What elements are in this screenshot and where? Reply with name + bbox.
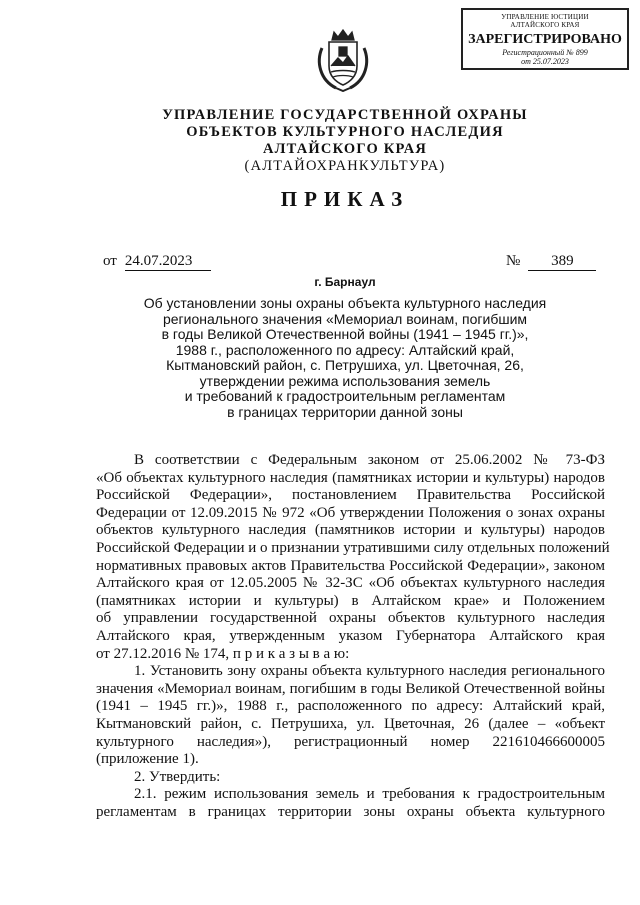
stamp-authority-line1: УПРАВЛЕНИЕ ЮСТИЦИИ: [501, 13, 589, 21]
item-2-1-paragraph: [96, 786, 605, 821]
order-date: 24.07.2023: [125, 253, 211, 271]
body-line: 1. Установить зону охраны объекта культурного наследия регионального: [134, 663, 605, 680]
item-1-paragraph: [96, 663, 605, 769]
city: г. Барнаул: [314, 275, 376, 289]
document-type: ПРИКАЗ: [280, 187, 410, 211]
authority-short-name: (АЛТАЙОХРАНКУЛЬТУРА): [244, 158, 446, 174]
stamp-reg-number: Регистрационный № 899: [502, 48, 588, 57]
subject-line: в годы Великой Отечественной войны (1941 – 1945 гг.)»,: [161, 326, 529, 342]
body-line: (памятниках истории и культуры) в Алтайском крае» и Положением: [96, 592, 605, 609]
body-line: 2. Утвердить:: [134, 768, 221, 785]
stamp-authority-line2: АЛТАЙСКОГО КРАЯ: [510, 21, 580, 29]
authority-line2: ОБЪЕКТОВ КУЛЬТУРНОГО НАСЛЕДИЯ: [186, 124, 504, 140]
body-line: Российской Федерации», постановлением Правительства Российской: [96, 487, 605, 504]
subject-line: 1988 г., расположенного по адресу: Алтайский край,: [175, 341, 515, 358]
body-line: регламентам в границах территории зоны охраны объекта культурного: [96, 803, 605, 820]
subject-line: утверждении режима использования земель: [199, 372, 491, 389]
subject-line: Об установлении зоны охраны объекта культурного наследия: [143, 295, 547, 311]
order-date-field: [103, 253, 211, 271]
item-2-paragraph: [96, 769, 605, 787]
body-line: культурного наследия»), регистрационный номер 221610466600005: [96, 733, 605, 750]
coat-of-arms-icon: [312, 28, 374, 92]
body-line: Российской Федерации и о признании утратившими силу отдельных положений: [96, 539, 610, 556]
number-prefix: №: [506, 253, 521, 269]
body-line: «Об объектах культурного наследия (памятниках истории и культуры) народов: [96, 469, 605, 486]
body-line: 2.1. режим использования земель и требования к градостроительным: [134, 786, 605, 803]
stamp-reg-date: от 25.07.2023: [521, 57, 569, 66]
body-line: (приложение 1).: [96, 751, 199, 768]
issuing-authority: [150, 107, 540, 175]
body-line: Алтайского края от 12.05.2005 № 32-ЗС «Об объектах культурного наследия: [96, 575, 605, 592]
body-line: от 27.12.2016 № 174, п р и к а з ы в а ю:: [96, 645, 350, 662]
body-line: Алтайского края, утвержденным указом Губернатора Алтайского края: [96, 627, 605, 644]
order-subject: [120, 296, 570, 420]
subject-line: и требований к градостроительным регламентам: [184, 388, 506, 404]
subject-line: Кытмановский район, с. Петрушиха, ул. Цветочная, 26,: [166, 357, 524, 373]
body-line: об управлении государственной охраны объектов культурного наследия: [96, 610, 605, 627]
authority-line3: АЛТАЙСКОГО КРАЯ: [262, 141, 428, 157]
body-line: В соответствии с Федеральным законом от 25.06.2002 № 73-ФЗ: [134, 452, 605, 468]
body-line: (1941 – 1945 гг.)», 1988 г., расположенного по адресу: Алтайский край,: [96, 698, 605, 715]
body-line: Кытмановский район, с. Петрушиха, ул. Цветочная, 26 (далее – «объект: [96, 715, 605, 732]
body-line: Федерации от 12.09.2015 № 972 «Об утверждении Положения о зонах охраны: [96, 504, 605, 521]
subject-line: в границах территории данной зоны: [227, 403, 463, 420]
stamp-title: ЗАРЕГИСТРИРОВАНО: [468, 32, 622, 47]
order-number-field: [506, 253, 596, 271]
subject-line: регионального значения «Мемориал воинам, погибшим: [162, 310, 528, 327]
date-prefix: от: [103, 253, 117, 269]
order-number: 389: [528, 253, 596, 271]
body-line: нормативных правовых актов Правительства Российской Федерации», законом: [96, 557, 605, 574]
registration-stamp: [461, 8, 629, 70]
body-line: значения «Мемориал воинам, погибшим в годы Великой Отечественной войны: [96, 680, 605, 697]
preamble-paragraph: [96, 452, 610, 663]
authority-line1: УПРАВЛЕНИЕ ГОСУДАРСТВЕННОЙ ОХРАНЫ: [162, 107, 528, 123]
order-body: [96, 452, 610, 821]
body-line: объектов культурного наследия (памятников истории и культуры) народов: [96, 522, 605, 539]
